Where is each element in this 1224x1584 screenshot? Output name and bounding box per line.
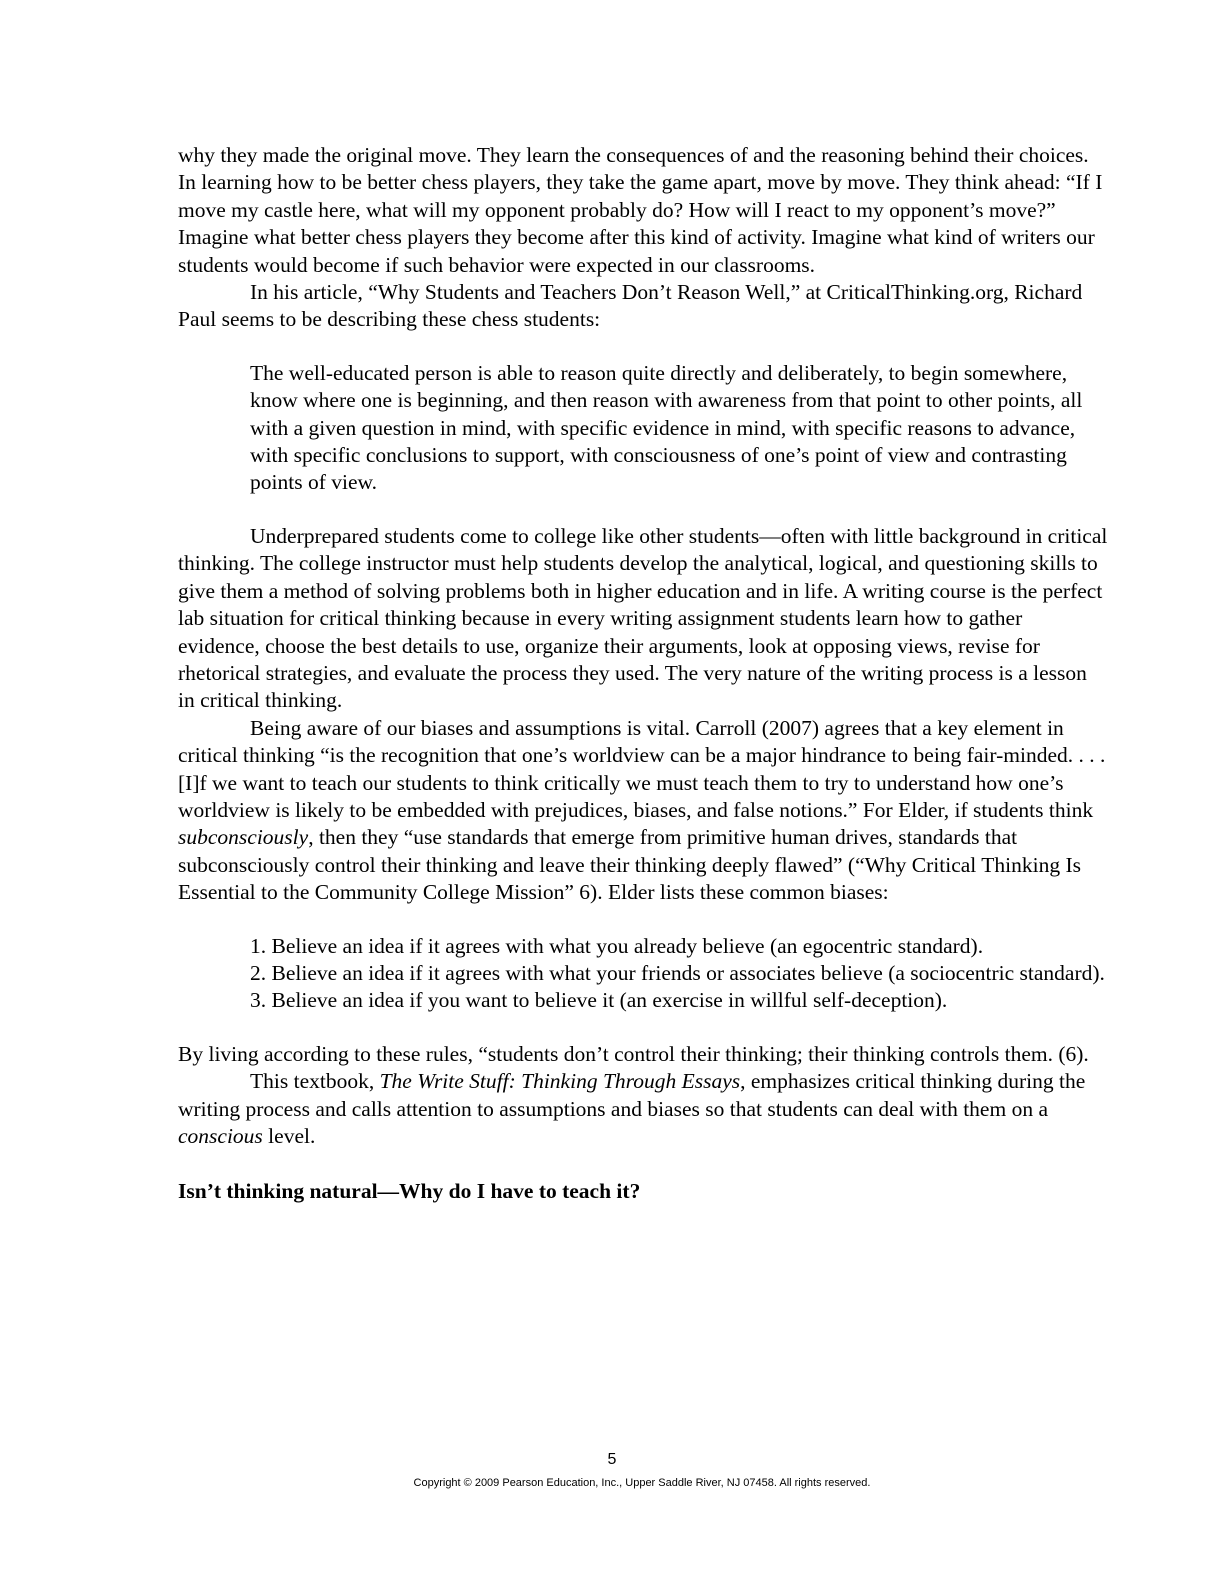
- paragraph-richard-paul: In his article, “Why Students and Teachers Don’t Reason Well,” at CriticalThinking.org, Richard Paul seems to be describing these chess students:: [178, 280, 1083, 332]
- book-title: The Write Stuff: Thinking Through Essays: [379, 1069, 741, 1094]
- textbook-text-end: level.: [262, 1124, 316, 1148]
- copyright-notice: Copyright © 2009 Pearson Education, Inc., Upper Saddle River, NJ 07458. All rights reserved.: [413, 1477, 871, 1489]
- document-body: [178, 142, 1108, 1206]
- biases-text-start: Being aware of our biases and assumptions is vital. Carroll (2007) agrees that a key element in critical thinking “is the recognition that one’s worldview can be a major hindrance to being fair-minded. . . . [I]f we want to teach our students to think critically we must teach them to try to understand how one’s worldview is likely to be embedded with prejudices, biases, and false notions.” For Elder, if students think: [178, 715, 1106, 822]
- bias-list: [250, 933, 1110, 1015]
- paragraph-biases: [178, 715, 1108, 907]
- page-number: 5: [607, 1451, 617, 1468]
- block-quote: The well-educated person is able to reason quite directly and deliberately, to begin somewhere, know where one is beginning, and then reason with awareness from that point to other points, all with a given question in mind, with specific evidence in mind, with specific reasons to advance, with specific conclusions to support, with consciousness of one’s point of view and contrasting points of view.: [250, 360, 1083, 495]
- paragraph-textbook: [178, 1068, 1108, 1150]
- paragraph-chess-continued: why they made the original move. They learn the consequences of and the reasoning behind their choices. In learning how to be better chess players, they take the game apart, move by move. They think ahead: “If I move my castle here, what will my opponent probably do? How will I react to my opponent’s move?” Imagine what better chess players they become after this kind of activity. Imagine what kind of writers our students would become if such behavior were expected in our classrooms.: [178, 143, 1103, 277]
- textbook-italic-word: conscious: [178, 1124, 263, 1148]
- bias-list-item: 3. Believe an idea if you want to believe it (an exercise in willful self-deception).: [250, 988, 948, 1013]
- biases-text-end: , then they “use standards that emerge from primitive human drives, standards that subconsciously control their thinking and leave their thinking deeply flawed” (“Why Critical Thinking Is Essential to the Community College Mission” 6). Elder lists these common biases:: [178, 825, 1081, 905]
- biases-italic-word: subconsciously: [178, 825, 309, 850]
- bias-list-item: 1. Believe an idea if it agrees with what you already believe (an egocentric standard).: [250, 933, 984, 958]
- bias-list-item: 2. Believe an idea if it agrees with what your friends or associates believe (a sociocentric standard).: [250, 960, 1105, 985]
- textbook-text-start: This textbook,: [250, 1069, 380, 1094]
- section-heading: Isn’t thinking natural—Why do I have to teach it?: [178, 1179, 641, 1204]
- textbook-text-middle: , emphasizes critical thinking during the writing process and calls attention to assumptions and biases so that students can deal with them on a: [178, 1069, 1086, 1121]
- paragraph-living-rules: By living according to these rules, “students don’t control their thinking; their thinking controls them. (6).: [178, 1041, 1089, 1066]
- paragraph-underprepared-students: Underprepared students come to college like other students—often with little background in critical thinking. The college instructor must help students develop the analytical, logical, and questioning skills to give them a method of solving problems both in higher education and in life. A writing course is the perfect lab situation for critical thinking because in every writing assignment students learn how to gather evidence, choose the best details to use, organize their arguments, look at opposing views, revise for rhetorical strategies, and evaluate the process they used. The very nature of the writing process is a lesson in critical thinking.: [178, 523, 1108, 713]
